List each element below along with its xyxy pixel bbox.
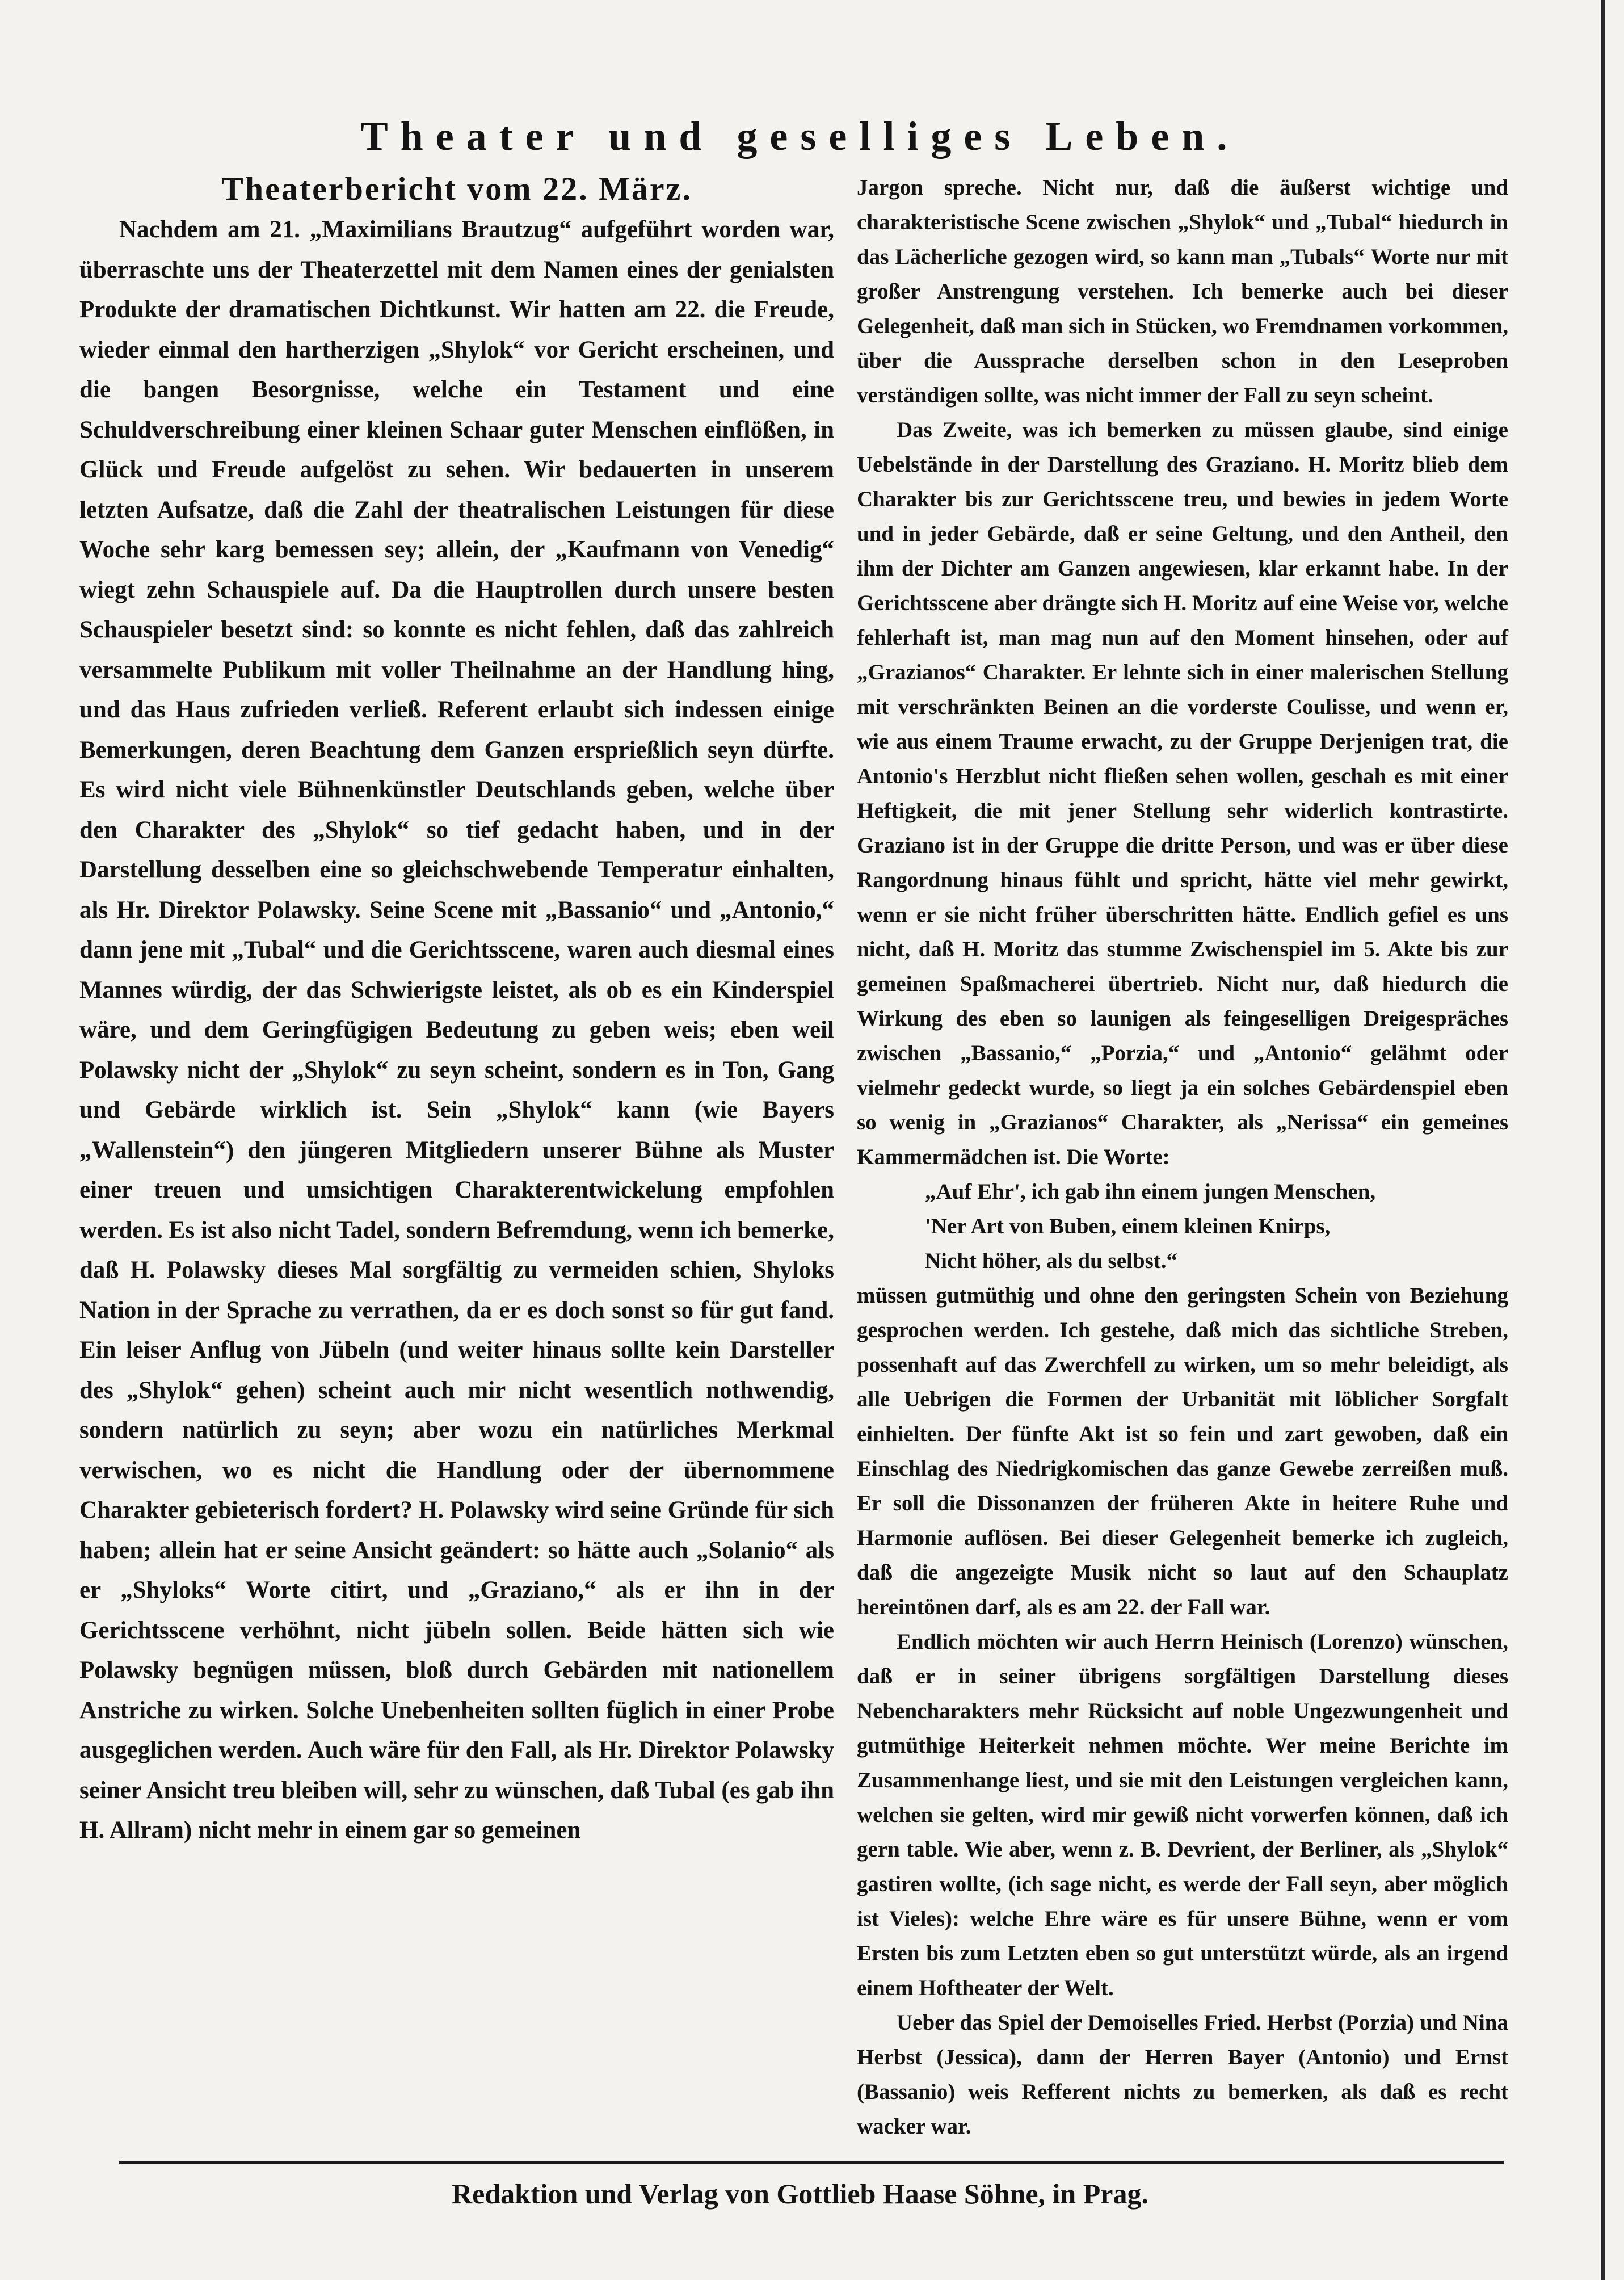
article-columns: [79, 170, 1600, 2144]
right-column: [857, 170, 1508, 2144]
article-heading: Theaterbericht vom 22. März.: [221, 170, 692, 207]
verse-quote: [925, 1174, 1508, 1278]
footer-rule: [119, 2161, 1504, 2164]
imprint: Redaktion und Verlag von Gottlieb Haase Söhne, in Prag.: [452, 2178, 1148, 2210]
paragraph: Das Zweite, was ich bemerken zu müssen glaube, sind einige Uebelstände in der Darstellung des Graziano. H. Moritz blieb dem Charakter bis zur Gerichtsscene treu, und bewies in jedem Worte und in jeder Gebärde, daß er seine Geltung, und den Antheil, den ihm der Dichter am Ganzen angewiesen, klar erkannt habe. In der Gerichtsscene aber drängte sich H. Moritz auf eine Weise vor, welche fehlerhaft ist, man mag nun auf den Moment hinsehen, oder auf „Grazianos“ Charakter. Er lehnte sich in einer malerischen Stellung mit verschränkten Beinen an die vorderste Coulisse, und wenn er, wie aus einem Traume erwacht, zu der Gruppe Derjenigen trat, die Antonio's Herzblut nicht fließen sehen wollen, geschah es mit einer Heftigkeit, die mit jener Stellung sehr widerlich kontrastirte. Graziano ist in der Gruppe die dritte Person, und was er über diese Rangordnung hinaus fühlt und spricht, hätte viel mehr gewirkt, wenn er sie nicht früher überschritten hätte. Endlich gefiel es uns nicht, daß H. Moritz das stumme Zwischenspiel im 5. Akte bis zur gemeinen Spaßmacherei übertrieb. Nicht nur, daß hiedurch die Wirkung des eben so launigen als feingeselligen Dreigespräches zwischen „Bassanio,“ „Porzia,“ und „Antonio“ gelähmt oder vielmehr gedeckt wurde, so liegt ja ein solches Gebärdenspiel eben so wenig in „Grazianos“ Charakter, als „Nerissa“ ein gemeines Kammermädchen ist. Die Worte:: [857, 418, 1508, 1169]
paragraph: Jargon spreche. Nicht nur, daß die äußerst wichtige und charakteristische Scene zwischen „Shylok“ und „Tubal“ hiedurch in das Lächerliche gezogen wird, so kann man „Tubals“ Worte nur mit großer Anstrengung verstehen. Ich bemerke auch bei dieser Gelegenheit, daß man sich in Stücken, wo Fremdnamen vorkommen, über die Aussprache derselben schon in den Leseproben verständigen sollte, was nicht immer der Fall zu seyn scheint.: [857, 175, 1508, 408]
left-column: [79, 170, 834, 1851]
verse-line: Nicht höher, als du selbst.“: [925, 1249, 1177, 1273]
paragraph: Nachdem am 21. „Maximilians Brautzug“ aufgeführt worden war, überraschte uns der Theaterzettel mit dem Namen eines der genialsten Produkte der dramatischen Dichtkunst. Wir hatten am 22. die Freude, wieder einmal den hartherzigen „Shylok“ vor Gericht erscheinen, und die bangen Besorgnisse, welche ein Testament und eine Schuldverschreibung einer kleinen Schaar guter Menschen einflößen, in Glück und Freude aufgelöst zu sehen. Wir bedauerten in unserem letzten Aufsatze, daß die Zahl der theatralischen Leistungen für diese Woche sehr karg bemessen sey; allein, der „Kaufmann von Venedig“ wiegt zehn Schauspiele auf. Da die Hauptrollen durch unsere besten Schauspieler besetzt sind: so konnte es nicht fehlen, daß das zahlreich versammelte Publikum mit voller Theilnahme an der Handlung hing, und das Haus zufrieden verließ. Referent erlaubt sich indessen einige Bemerkungen, deren Beachtung dem Ganzen ersprießlich seyn dürfte. Es wird nicht viele Bühnenkünstler Deutschlands geben, welche über den Charakter des „Shylok“ so tief gedacht haben, und in der Darstellung desselben eine so gleichschwebende Temperatur einhalten, als Hr. Direktor Polawsky. Seine Scene mit „Bassanio“ und „Antonio,“ dann jene mit „Tubal“ und die Gerichtsscene, waren auch diesmal eines Mannes würdig, der das Schwierigste leistet, als ob es ein Kinderspiel wäre, und dem Geringfügigen Bedeutung zu geben weis; eben weil Polawsky nicht der „Shylok“ zu seyn scheint, sondern es in Ton, Gang und Gebärde wirklich ist. Sein „Shylok“ kann (wie Bayers „Wallenstein“) den jüngeren Mitgliedern unserer Bühne als Muster einer treuen und umsichtigen Charakterentwickelung empfohlen werden. Es ist also nicht Tadel, sondern Befremdung, wenn ich bemerke, daß H. Polawsky dieses Mal sorgfältig zu vermeiden schien, Shyloks Nation in der Sprache zu verrathen, da er es doch sonst so für gut fand. Ein leiser Anflug von Jübeln (und weiter hinaus sollte kein Darsteller des „Shylok“ gehen) scheint auch mir nicht wesentlich nothwendig, sondern natürlich zu seyn; aber wozu ein natürliches Merkmal verwischen, wo es nicht die Handlung oder der übernommene Charakter gebieterisch fordert? H. Polawsky wird seine Gründe für sich haben; allein hat er seine Ansicht geändert: so hätte auch „Solanio“ als er „Shyloks“ Worte citirt, und „Graziano,“ als er ihn in der Gerichtsscene verhöhnt, nicht jübeln sollen. Beide hätten sich wie Polawsky begnügen müssen, bloß durch Gebärden mit nationellem Anstriche zu wirken. Solche Unebenheiten sollten füglich in einer Probe ausgeglichen werden. Auch wäre für den Fall, als Hr. Direktor Polawsky seiner Ansicht treu bleiben will, sehr zu wünschen, daß Tubal (es gab ihn H. Allram) nicht mehr in einem gar so gemeinen: [79, 216, 834, 1844]
verse-line: 'Ner Art von Buben, einem kleinen Knirps,: [925, 1214, 1331, 1238]
page-edge-shadow: [1601, 0, 1605, 2280]
paragraph: Ueber das Spiel der Demoiselles Fried. Herbst (Porzia) und Nina Herbst (Jessica), dann der Herren Bayer (Antonio) und Ernst (Bassanio) weis Refferent nichts zu bemerken, als daß es recht wacker war.: [857, 2010, 1508, 2139]
section-title: Theater und geselliges Leben.: [360, 114, 1240, 159]
verse-line: „Auf Ehr', ich gab ihn einem jungen Menschen,: [925, 1179, 1376, 1204]
paragraph: Endlich möchten wir auch Herrn Heinisch (Lorenzo) wünschen, daß er in seiner übrigens sorgfältigen Darstellung dieses Nebencharakters mehr Rücksicht auf noble Ungezwungenheit und gutmüthige Heiterkeit nehmen möchte. Wer meine Berichte im Zusammenhange liest, und sie mit den Leistungen vergleichen kann, welchen sie gelten, wird mir gewiß nicht vorwerfen können, daß ich gern table. Wie aber, wenn z. B. Devrient, der Berliner, als „Shylok“ gastiren wollte, (ich sage nicht, es werde der Fall seyn, aber möglich ist Vieles): welche Ehre wäre es für unsere Bühne, wenn er vom Ersten bis zum Letzten eben so gut unterstützt würde, als an irgend einem Hoftheater der Welt.: [857, 1630, 1508, 2000]
paragraph: müssen gutmüthig und ohne den geringsten Schein von Beziehung gesprochen werden. Ich gestehe, daß mich das sichtliche Streben, possenhaft auf das Zwerchfell zu wirken, um so mehr beleidigt, als alle Uebrigen die Formen der Urbanität mit löblicher Sorgfalt einhielten. Der fünfte Akt ist so fein und zart gewoben, daß ein Einschlag des Niedrigkomischen das ganze Gewebe zerreißen muß. Er soll die Dissonanzen der früheren Akte in heitere Ruhe und Harmonie auflösen. Bei dieser Gelegenheit bemerke ich zugleich, daß die angezeigte Musik nicht so laut auf den Schauplatz hereintönen darf, als es am 22. der Fall war.: [857, 1283, 1508, 1619]
